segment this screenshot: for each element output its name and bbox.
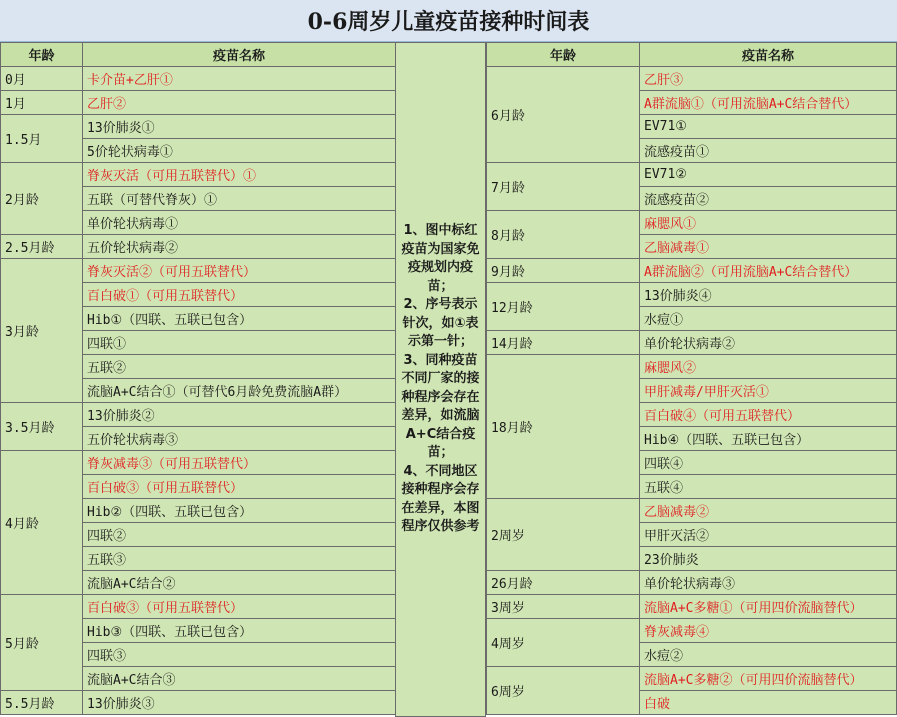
vaccine-cell: Hib②（四联、五联已包含）	[83, 499, 396, 523]
vaccine-cell: 流脑A+C多糖②（可用四价流脑替代）	[640, 667, 897, 691]
vaccine-cell: 水痘①	[640, 307, 897, 331]
age-cell: 3月龄	[1, 259, 83, 403]
table-row	[487, 499, 897, 523]
vaccine-cell: 乙肝②	[83, 91, 396, 115]
table-row	[1, 235, 396, 259]
vaccine-cell: 13价肺炎①	[83, 115, 396, 139]
vaccine-cell: 甲肝减毒/甲肝灭活①	[640, 379, 897, 403]
age-cell: 2月龄	[1, 163, 83, 235]
table-row	[1, 403, 396, 427]
vaccine-cell: 流感疫苗②	[640, 187, 897, 211]
age-cell: 7月龄	[487, 163, 640, 211]
age-cell: 0月	[1, 67, 83, 91]
age-cell: 2.5月龄	[1, 235, 83, 259]
table-row	[487, 667, 897, 691]
table-row	[487, 211, 897, 235]
age-cell: 3.5月龄	[1, 403, 83, 451]
age-cell: 14月龄	[487, 331, 640, 355]
table-row	[1, 691, 396, 715]
page-title: 0-6周岁儿童疫苗接种时间表	[0, 0, 897, 42]
vaccine-cell: 23价肺炎	[640, 547, 897, 571]
age-cell: 1.5月	[1, 115, 83, 163]
vaccine-cell: 百白破③（可用五联替代）	[83, 475, 396, 499]
vaccine-column-header: 疫苗名称	[83, 43, 396, 67]
age-cell: 6月龄	[487, 67, 640, 163]
vaccine-cell: Hib①（四联、五联已包含）	[83, 307, 396, 331]
vaccine-cell: 单价轮状病毒①	[83, 211, 396, 235]
table-row	[1, 451, 396, 475]
vaccine-cell: 百白破①（可用五联替代）	[83, 283, 396, 307]
vaccine-cell: 五联④	[640, 475, 897, 499]
vaccine-cell: 百白破③（可用五联替代）	[83, 595, 396, 619]
table-row	[487, 67, 897, 91]
vaccine-cell: 四联④	[640, 451, 897, 475]
table-row	[487, 355, 897, 379]
vaccine-cell: 麻腮风①	[640, 211, 897, 235]
table-row	[487, 619, 897, 643]
vaccine-cell: 白破	[640, 691, 897, 715]
age-cell: 1月	[1, 91, 83, 115]
vaccine-cell: 水痘②	[640, 643, 897, 667]
table-row	[1, 595, 396, 619]
age-column-header: 年龄	[1, 43, 83, 67]
age-cell: 12月龄	[487, 283, 640, 331]
vaccine-cell: 五联③	[83, 547, 396, 571]
age-cell: 9月龄	[487, 259, 640, 283]
age-cell: 8月龄	[487, 211, 640, 259]
vaccine-cell: EV71①	[640, 115, 897, 139]
header-row	[1, 43, 396, 67]
vaccine-cell: A群流脑①（可用流脑A+C结合替代）	[640, 91, 897, 115]
table-row	[1, 91, 396, 115]
vaccine-cell: 流脑A+C结合②	[83, 571, 396, 595]
vaccine-cell: 13价肺炎②	[83, 403, 396, 427]
vaccine-cell: 13价肺炎④	[640, 283, 897, 307]
vaccine-cell: 流脑A+C多糖①（可用四价流脑替代）	[640, 595, 897, 619]
age-cell: 3周岁	[487, 595, 640, 619]
vaccine-cell: EV71②	[640, 163, 897, 187]
right-schedule-table	[486, 42, 897, 715]
table-row	[487, 595, 897, 619]
vaccine-cell: 五联②	[83, 355, 396, 379]
age-cell: 6周岁	[487, 667, 640, 715]
age-cell: 4周岁	[487, 619, 640, 667]
vaccine-cell: Hib④（四联、五联已包含）	[640, 427, 897, 451]
notes-panel	[395, 42, 486, 717]
vaccine-cell: 流脑A+C结合①（可替代6月龄免费流脑A群）	[83, 379, 396, 403]
vaccine-cell: 卡介苗+乙肝①	[83, 67, 396, 91]
table-row	[1, 67, 396, 91]
vaccine-cell: 五联（可替代脊灰）①	[83, 187, 396, 211]
left-schedule-table	[0, 42, 396, 715]
vaccine-cell: 脊灰减毒④	[640, 619, 897, 643]
age-cell: 2周岁	[487, 499, 640, 571]
vaccine-cell: 流感疫苗①	[640, 139, 897, 163]
table-row	[1, 259, 396, 283]
vaccine-cell: 麻腮风②	[640, 355, 897, 379]
vaccine-cell: 13价肺炎③	[83, 691, 396, 715]
table-row	[487, 571, 897, 595]
vaccine-cell: 脊灰减毒③（可用五联替代）	[83, 451, 396, 475]
vaccine-cell: A群流脑②（可用流脑A+C结合替代）	[640, 259, 897, 283]
vaccine-cell: 四联③	[83, 643, 396, 667]
age-cell: 4月龄	[1, 451, 83, 595]
vaccine-cell: 单价轮状病毒②	[640, 331, 897, 355]
vaccine-cell: 乙脑减毒②	[640, 499, 897, 523]
vaccine-cell: 乙肝③	[640, 67, 897, 91]
table-row	[487, 259, 897, 283]
vaccine-column-header: 疫苗名称	[640, 43, 897, 67]
age-cell: 5.5月龄	[1, 691, 83, 715]
vaccine-cell: Hib③（四联、五联已包含）	[83, 619, 396, 643]
vaccine-cell: 脊灰灭活②（可用五联替代）	[83, 259, 396, 283]
vaccine-cell: 百白破④（可用五联替代）	[640, 403, 897, 427]
header-row	[487, 43, 897, 67]
vaccine-cell: 单价轮状病毒③	[640, 571, 897, 595]
table-row	[487, 283, 897, 307]
vaccine-cell: 脊灰灭活（可用五联替代）①	[83, 163, 396, 187]
age-cell: 26月龄	[487, 571, 640, 595]
vaccine-cell: 五价轮状病毒②	[83, 235, 396, 259]
vaccine-cell: 四联①	[83, 331, 396, 355]
table-row	[487, 163, 897, 187]
notes-text: 1、图中标红疫苗为国家免疫规划内疫苗； 2、序号表示针次，如①表示第一针； 3、同种疫苗不同厂家的接种程序会存在差异，如流脑A+C结合疫苗； 4、不同地区接种程序会存在差异，本图程序仅供参考	[401, 223, 480, 535]
table-row	[487, 331, 897, 355]
table-row	[1, 163, 396, 187]
vaccine-cell: 乙脑减毒①	[640, 235, 897, 259]
vaccine-cell: 流脑A+C结合③	[83, 667, 396, 691]
vaccine-cell: 甲肝灭活②	[640, 523, 897, 547]
vaccine-cell: 五价轮状病毒③	[83, 427, 396, 451]
age-column-header: 年龄	[487, 43, 640, 67]
age-cell: 5月龄	[1, 595, 83, 691]
vaccine-cell: 四联②	[83, 523, 396, 547]
age-cell: 18月龄	[487, 355, 640, 499]
table-row	[1, 115, 396, 139]
vaccine-cell: 5价轮状病毒①	[83, 139, 396, 163]
